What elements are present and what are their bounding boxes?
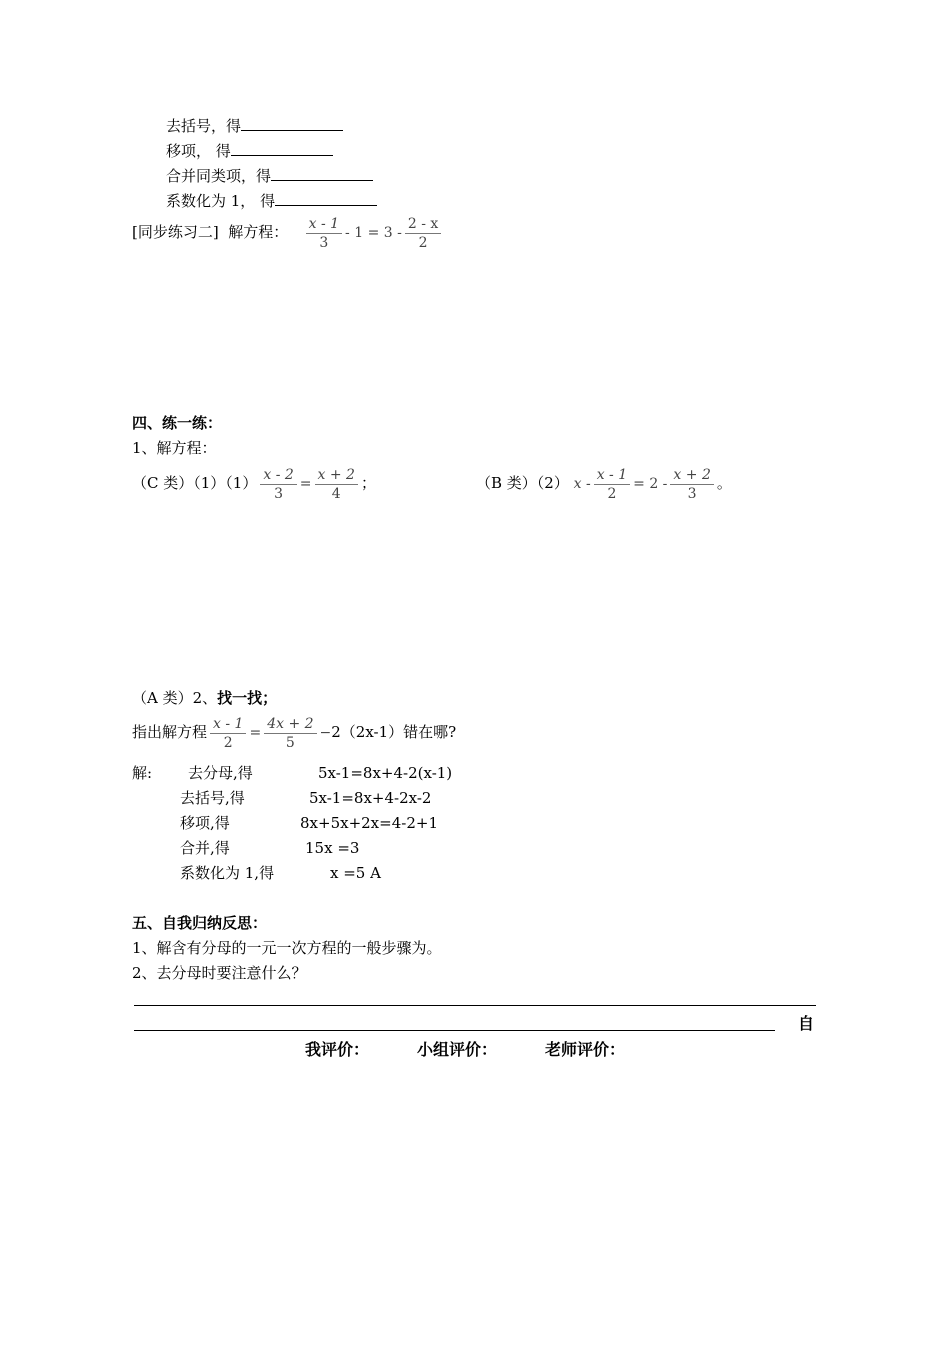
numerator: x - 1 — [213, 715, 244, 732]
solution-expr: 5x-1=8x+4-2x-2 — [309, 789, 432, 807]
answer-blank[interactable] — [271, 164, 373, 181]
step-combine — [166, 164, 373, 186]
answer-line[interactable] — [134, 1030, 775, 1031]
section5-q1: 1、解含有分母的一元一次方程的一般步骤为。 — [132, 939, 442, 957]
numerator: x - 1 — [596, 466, 628, 483]
self-eval-label: 我评价： — [305, 1040, 370, 1059]
section5-q2: 2、去分母时要注意什么？ — [132, 964, 307, 982]
prompt-pre: 指出解方程 — [132, 723, 208, 741]
punctuation: ； — [360, 474, 376, 492]
solution-step: 合并,得 — [180, 839, 230, 857]
equals-sign: = — [299, 476, 312, 492]
a-class-heading — [132, 688, 277, 708]
step-expand — [166, 114, 343, 136]
section4-q1: 1、解方程： — [132, 439, 217, 457]
step-coef-label: 系数化为 1， 得 — [166, 192, 276, 210]
fraction — [260, 466, 296, 503]
a-class-label: （A 类）2、 — [132, 689, 218, 707]
fraction — [264, 715, 316, 752]
operator: = 2 - — [633, 476, 668, 492]
practice2-prompt: 解方程： — [228, 223, 289, 241]
solution-label: 解: — [132, 764, 153, 782]
denominator: 4 — [315, 484, 358, 503]
solution-step: 去括号,得 — [180, 789, 245, 807]
answer-line[interactable] — [134, 1005, 816, 1006]
answer-blank[interactable] — [275, 189, 377, 206]
fraction — [315, 466, 358, 503]
solution-step: 去分母,得 — [188, 764, 253, 782]
practice2-line — [132, 212, 444, 253]
numerator: 2 - x — [407, 215, 439, 232]
step-move-label: 移项， 得 — [166, 142, 231, 160]
tail-char: 自 — [798, 1014, 815, 1033]
equals-sign: = — [249, 725, 262, 741]
denominator: 2 — [594, 484, 630, 503]
step-combine-label: 合并同类项，得 — [166, 167, 272, 185]
fraction — [670, 466, 713, 503]
a-class-prompt — [132, 712, 456, 753]
numerator: x + 2 — [673, 466, 711, 483]
denominator: 2 — [405, 233, 441, 252]
teacher-eval-label: 老师评价： — [545, 1040, 626, 1059]
denominator: 3 — [260, 484, 296, 503]
denominator: 5 — [264, 733, 316, 752]
answer-blank[interactable] — [241, 114, 343, 131]
section4-title: 四、练一练： — [132, 414, 223, 432]
a-class-title: 找一找； — [217, 689, 278, 707]
c-class-problem — [132, 463, 376, 504]
b-class-label: （B 类）（2） — [476, 474, 569, 492]
c-class-label: （C 类）（1）（1） — [132, 474, 258, 492]
numerator: 4x + 2 — [267, 715, 314, 732]
solution-expr: 5x-1=8x+4-2(x-1) — [318, 764, 453, 782]
fraction — [405, 215, 441, 252]
practice2-label: [同步练习二] — [132, 223, 219, 241]
operator: x - — [573, 476, 591, 492]
punctuation: 。 — [716, 474, 732, 492]
group-eval-label: 小组评价： — [417, 1040, 498, 1059]
denominator: 3 — [670, 484, 713, 503]
solution-expr: 15x =3 — [305, 839, 360, 857]
denominator: 3 — [306, 233, 342, 252]
fraction — [594, 466, 630, 503]
evaluation-row — [305, 1040, 673, 1060]
step-expand-label: 去括号，得 — [166, 117, 242, 135]
numerator: x - 1 — [308, 215, 340, 232]
solution-expr: 8x+5x+2x=4-2+1 — [300, 814, 438, 832]
answer-blank[interactable] — [231, 139, 333, 156]
solution-step: 系数化为 1,得 — [180, 864, 275, 882]
denominator: 2 — [210, 733, 246, 752]
numerator: x - 2 — [263, 466, 294, 483]
b-class-problem — [476, 463, 732, 504]
solution-expr: x =5 A — [330, 864, 381, 882]
operator: - 1 = 3 - — [345, 225, 402, 241]
prompt-post: 2（2x-1）错在哪? — [331, 723, 457, 741]
numerator: x + 2 — [317, 466, 355, 483]
fraction — [210, 715, 246, 752]
step-move — [166, 139, 333, 161]
section5-title: 五、自我归纳反思： — [132, 914, 268, 932]
operator: − — [319, 725, 332, 741]
step-coef — [166, 189, 377, 211]
solution-step: 移项,得 — [180, 814, 230, 832]
fraction — [306, 215, 342, 252]
